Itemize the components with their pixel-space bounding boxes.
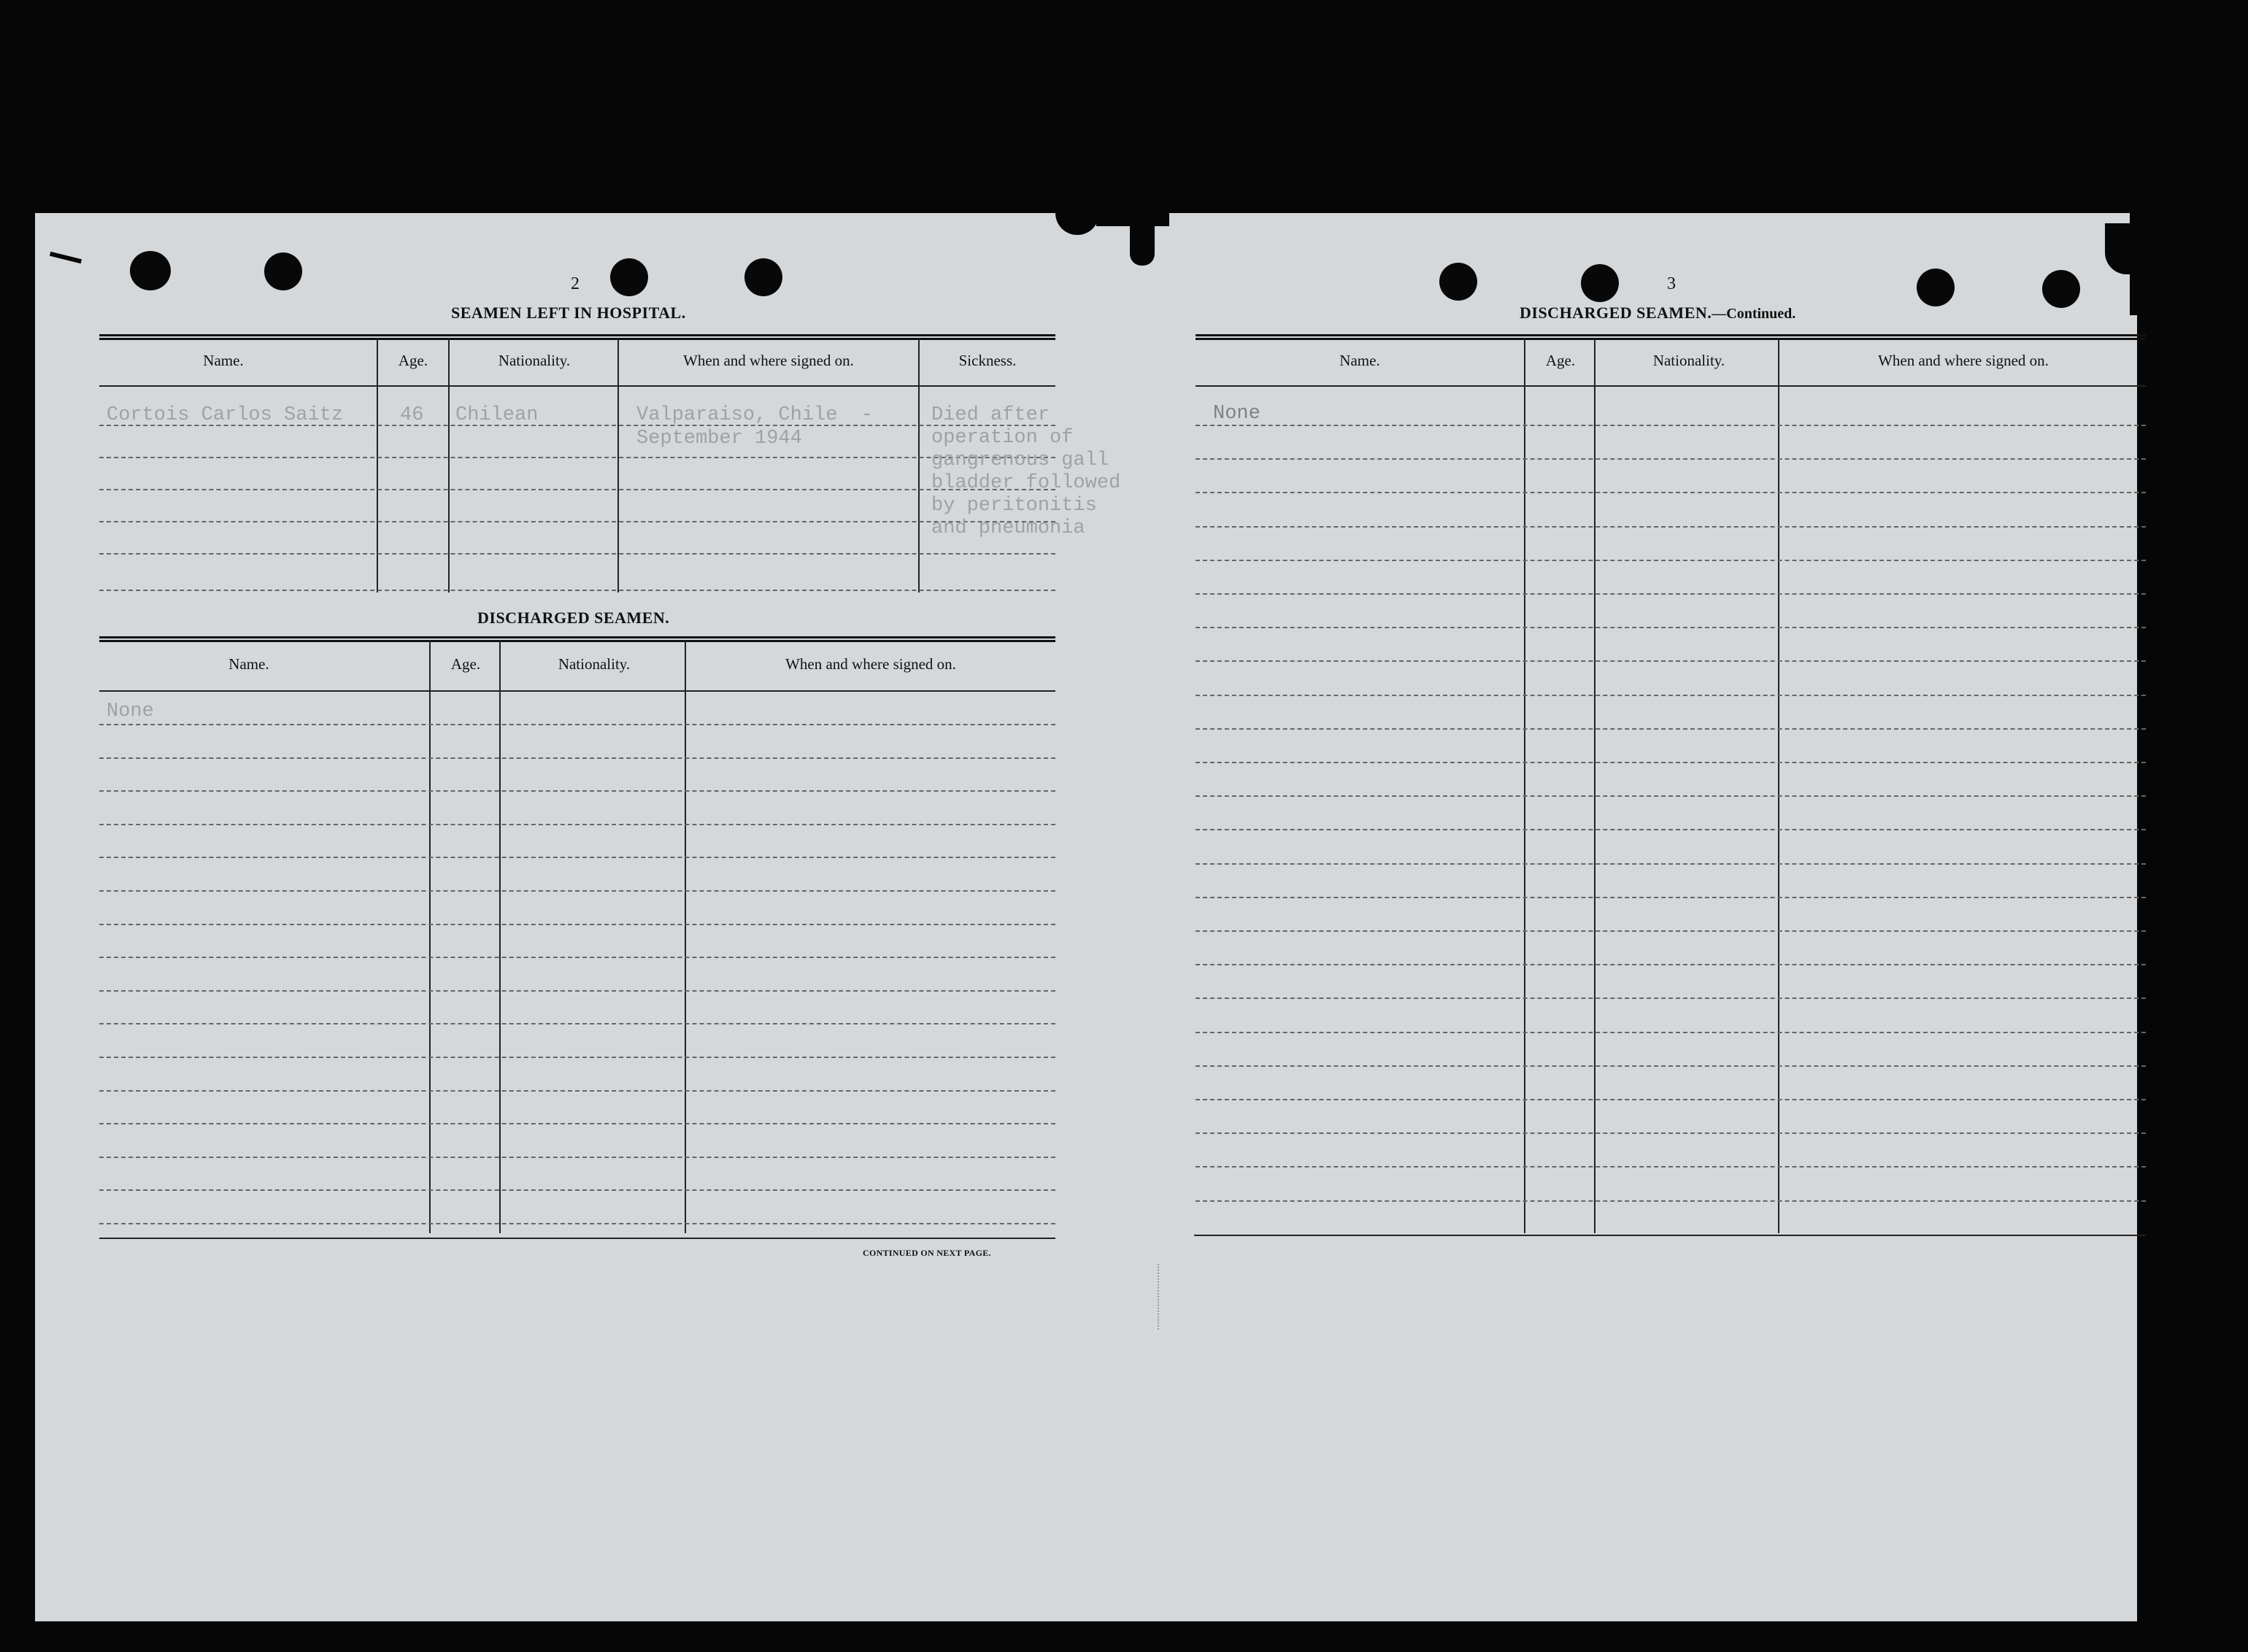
row-rule (1196, 897, 2146, 898)
torn-edge (1055, 213, 1099, 235)
row-rule (1196, 660, 2146, 662)
col-header-age: Age. (1545, 352, 1576, 369)
col-header-signed-on: When and where signed on. (1878, 352, 2049, 369)
col-header-signed-on: When and where signed on. (785, 655, 956, 673)
row-rule (1196, 695, 2146, 696)
section-title-hospital: SEAMEN LEFT IN HOSPITAL. (451, 304, 686, 322)
row-rule (99, 924, 1055, 925)
section-title-discharged: DISCHARGED SEAMEN. (477, 609, 670, 627)
punch-hole (1439, 263, 1477, 301)
row-rule (1196, 829, 2146, 830)
row-rule (99, 1157, 1055, 1158)
title-main: DISCHARGED SEAMEN. (1520, 304, 1712, 322)
row-rule (1196, 997, 2146, 999)
row-rule (99, 1090, 1055, 1092)
torn-edge (2105, 223, 2134, 274)
column-divider (685, 641, 686, 1233)
row-rule (1196, 1032, 2146, 1033)
row-rule (99, 757, 1055, 759)
entry-signed-on-date: September 1944 (636, 428, 802, 449)
row-rule (1196, 728, 2146, 730)
col-header-sickness: Sickness. (958, 352, 1017, 369)
entry-name: Cortois Carlos Saitz (107, 404, 344, 426)
torn-edge (50, 252, 82, 263)
entry-none: None (107, 700, 154, 722)
bottom-rule (1194, 1235, 2146, 1236)
entry-age: 46 (400, 404, 424, 426)
entry-signed-on-place: Valparaiso, Chile - (636, 404, 874, 426)
title-continued: —Continued. (1712, 306, 1796, 322)
row-rule (1196, 492, 2146, 493)
manifest-sheet (35, 213, 2137, 1621)
col-header-nationality: Nationality. (1652, 352, 1725, 369)
col-header-age: Age. (398, 352, 428, 369)
col-header-name: Name. (203, 352, 244, 369)
row-rule (99, 1189, 1055, 1191)
col-header-age: Age. (450, 655, 481, 673)
row-rule (1196, 1200, 2146, 1202)
row-rule (99, 724, 1055, 725)
page-fold-mark (1158, 1264, 1159, 1329)
punch-hole (2042, 270, 2080, 308)
double-rule (1196, 334, 2146, 340)
row-rule (99, 890, 1055, 892)
punch-hole (610, 258, 648, 296)
row-rule (99, 990, 1055, 992)
row-rule (1196, 627, 2146, 628)
row-rule (1196, 930, 2146, 932)
torn-edge (1130, 226, 1155, 266)
header-rule (1196, 385, 2146, 387)
row-rule (1196, 526, 2146, 528)
row-rule (1196, 593, 2146, 595)
row-rule (99, 1123, 1055, 1124)
col-header-nationality: Nationality. (558, 655, 631, 673)
col-header-name: Name. (228, 655, 269, 673)
double-rule (99, 636, 1055, 642)
row-rule (99, 1023, 1055, 1024)
column-divider (429, 641, 431, 1233)
row-rule (1196, 458, 2146, 460)
page-number: 3 (1667, 274, 1676, 293)
row-rule (1196, 560, 2146, 561)
row-rule (1196, 1132, 2146, 1134)
row-rule (99, 1057, 1055, 1058)
punch-hole (744, 258, 782, 296)
row-rule (99, 1223, 1055, 1224)
punch-hole (1917, 269, 1955, 306)
row-rule (99, 790, 1055, 792)
section-title-discharged-continued (1520, 304, 1795, 323)
continued-note: CONTINUED ON NEXT PAGE. (863, 1248, 991, 1258)
row-rule (99, 957, 1055, 958)
row-rule (1196, 1166, 2146, 1167)
row-rule (1196, 762, 2146, 763)
bottom-rule (99, 1238, 1055, 1239)
entry-none: None (1213, 403, 1260, 425)
row-rule (99, 824, 1055, 825)
punch-hole (264, 252, 302, 290)
punch-hole (1581, 264, 1619, 302)
double-rule (99, 334, 1055, 340)
row-rule (1196, 425, 2146, 426)
header-rule (99, 385, 1055, 387)
column-divider (499, 641, 501, 1233)
header-rule (99, 690, 1055, 692)
col-header-name: Name. (1339, 352, 1380, 369)
row-rule (99, 590, 1055, 591)
row-rule (99, 457, 1055, 458)
entry-nationality: Chilean (455, 404, 539, 426)
row-rule (1196, 863, 2146, 865)
torn-edge (1096, 213, 1169, 226)
row-rule (99, 489, 1055, 490)
punch-hole (130, 251, 171, 290)
col-header-signed-on: When and where signed on. (683, 352, 854, 369)
row-rule (1196, 1099, 2146, 1100)
col-header-nationality: Nationality. (498, 352, 571, 369)
entry-sickness: Died after operation of gangrenous gall bladder followed by peritonitis and pneumonia (931, 404, 1121, 539)
row-rule (99, 521, 1055, 522)
row-rule (1196, 1065, 2146, 1067)
row-rule (1196, 964, 2146, 965)
page-number: 2 (571, 274, 580, 293)
row-rule (99, 553, 1055, 555)
row-rule (1196, 795, 2146, 797)
row-rule (99, 857, 1055, 858)
